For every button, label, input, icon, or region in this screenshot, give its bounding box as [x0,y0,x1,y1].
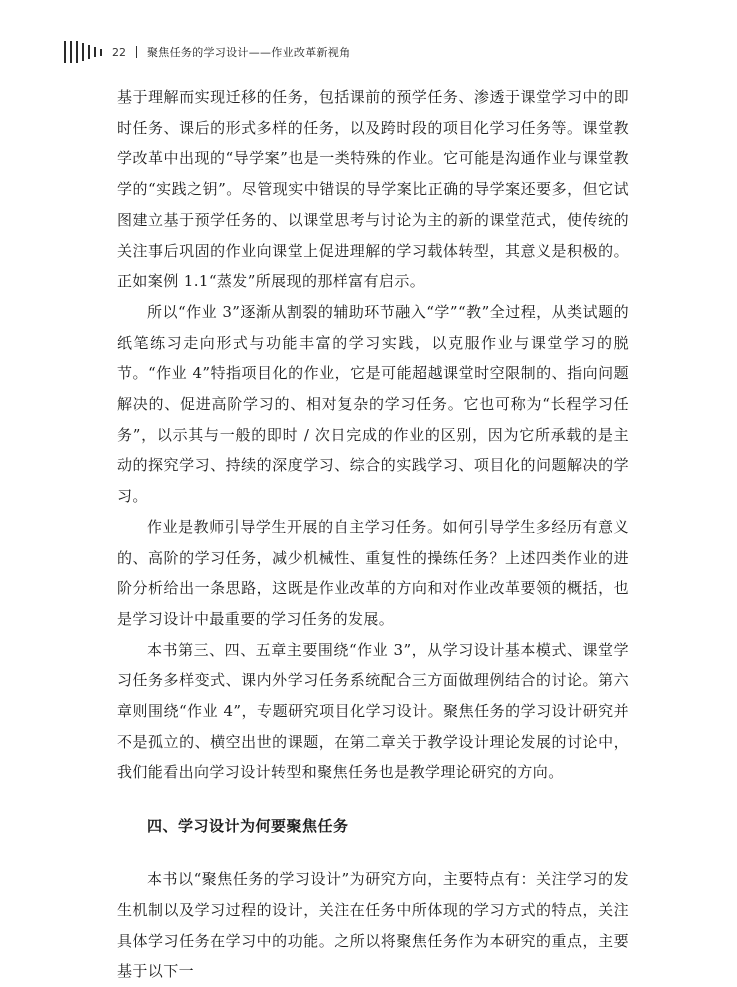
section-heading: 四、学习设计为何要聚焦任务 [147,817,349,836]
header-separator [136,46,137,58]
page-number: 22 [112,45,126,59]
paragraph-book-structure: 本书第三、四、五章主要围绕“作业 3”，从学习设计基本模式、课堂学习任务多样变式、课内外学习任务系统配合三方面做理例结合的讨论。第六章则围绕“作业 4”，专题研究项目化学习设计。聚焦任务的学习设计研究并不是孤立的、横空出世的课题，在第二章关于教学设计理论发展的讨论中，我们能看出向学习设计转型和聚焦任务也是教学理论研究的方向。 [117,640,629,782]
paragraph-self-learning-tasks: 作业是教师引导学生开展的自主学习任务。如何引导学生多经历有意义的、高阶的学习任务，减少机械性、重复性的操练任务？上述四类作业的进阶分析给出一条思路，这既是作业改革的方向和对作业改革要领的概括，也是学习设计中最重要的学习任务的发展。 [117,517,629,628]
paragraph-continued: 基于理解而实现迁移的任务，包括课前的预学任务、渗透于课堂学习中的即时任务、课后的形式多样的任务，以及跨时段的项目化学习任务等。课堂教学改革中出现的“导学案”也是一类特殊的作业。它可能是沟通作业与课堂教学的“实践之钥”。尽管现实中错误的导学案比正确的导学案还要多，但它试图建立基于预学任务的、以课堂思考与讨论为主的新的课堂范式，使传统的关注事后巩固的作业向课堂上促进理解的学习载体转型，其意义是积极的。正如案例 1.1“蒸发”所展现的那样富有启示。 [117,88,629,291]
running-title: 聚焦任务的学习设计——作业改革新视角 [147,46,351,59]
header-bars-decoration [64,41,106,63]
paragraph-research-direction: 本书以“聚焦任务的学习设计”为研究方向，主要特点有：关注学习的发生机制以及学习过程的设计，关注在任务中所体现的学习方式的特点，关注具体学习任务在学习中的功能。之所以将聚焦任务作为本研究的重点，主要基于以下一 [117,870,629,981]
paragraph-homework-3-4: 所以“作业 3”逐渐从割裂的辅助环节融入“学”“教”全过程，从类试题的纸笔练习走向形式与功能丰富的学习实践，以克服作业与课堂学习的脱节。“作业 4”特指项目化的作业，它是可能超越课堂时空限制的、指向问题解决的、促进高阶学习的、相对复杂的学习任务。它也可称为“长程学习任务”，以示其与一般的即时 / 次日完成的作业的区别，因为它所承载的是主动的探究学习、持续的深度学习、综合的实践学习、项目化的问题解决的学习。 [117,302,629,506]
page-body [117,82,629,987]
page-header [64,41,350,63]
